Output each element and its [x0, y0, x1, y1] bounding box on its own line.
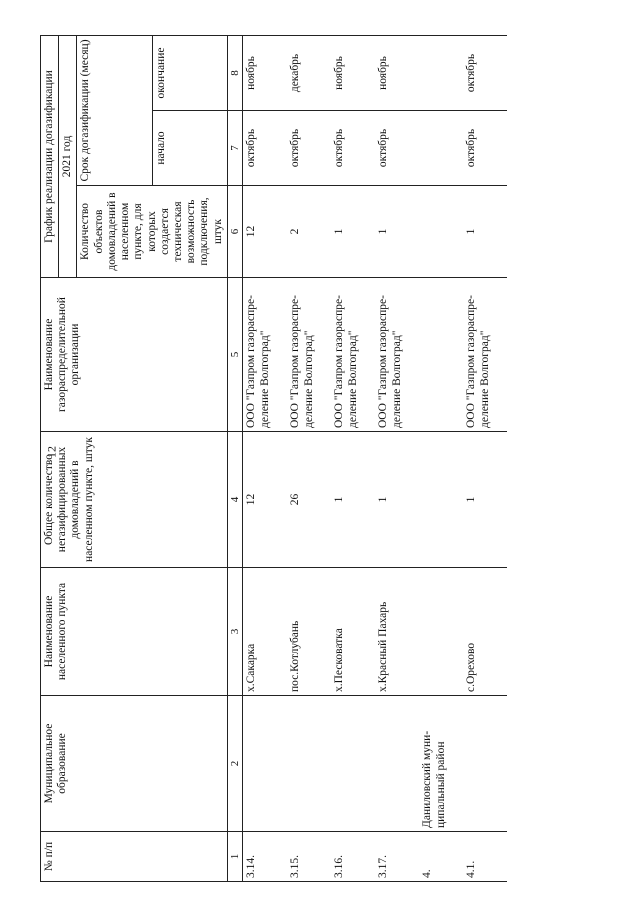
row-num: 3.16. [331, 832, 375, 882]
row-end: ноябрь [331, 35, 375, 110]
row-end [419, 35, 463, 110]
row-org: ООО "Газпром газораспре-деление Волгоград" [243, 278, 288, 432]
row-org: ООО "Газпром газораспре-деление Волгоград" [331, 278, 375, 432]
row-count: 12 [243, 186, 288, 278]
table-row [331, 35, 375, 881]
column-number: 7 [227, 111, 243, 186]
row-end: ноябрь [375, 35, 419, 110]
row-end: октябрь [463, 35, 507, 110]
column-number: 5 [227, 278, 243, 432]
row-settlement: х.Красный Пахарь [375, 568, 419, 696]
row-org: ООО "Газпром газораспре-деление Волгоград" [463, 278, 507, 432]
header-gas-organization: Наименование газораспределительной организации [41, 278, 228, 432]
column-number: 1 [227, 832, 243, 882]
table-row [463, 35, 507, 881]
column-number: 2 [227, 696, 243, 832]
row-total: 12 [243, 432, 288, 568]
row-count: 2 [287, 186, 331, 278]
row-total: 1 [463, 432, 507, 568]
table-row [287, 35, 331, 881]
row-start: октябрь [331, 111, 375, 186]
row-start: октябрь [463, 111, 507, 186]
row-start: октябрь [243, 111, 288, 186]
row-municipality [287, 696, 331, 832]
row-municipality: Даниловский муни-ципальный район [419, 696, 463, 832]
row-municipality [331, 696, 375, 832]
row-settlement: х.Песковатка [331, 568, 375, 696]
header-term-group: Срок догазификации (месяц) [77, 35, 152, 185]
header-start: начало [152, 111, 227, 186]
row-num: 4. [419, 832, 463, 882]
column-number: 6 [227, 186, 243, 278]
row-end: ноябрь [243, 35, 288, 110]
header-year: 2021 год [59, 35, 77, 277]
column-number: 3 [227, 568, 243, 696]
row-org [419, 278, 463, 432]
table-row [375, 35, 419, 881]
row-settlement: пос.Котлубань [287, 568, 331, 696]
row-org: ООО "Газпром газораспре-деление Волгоград" [375, 278, 419, 432]
table-row [419, 35, 463, 881]
row-municipality [243, 696, 288, 832]
column-numbers-row [227, 35, 243, 881]
header-num: № п/п [41, 832, 228, 882]
row-num: 3.17. [375, 832, 419, 882]
column-number: 8 [227, 35, 243, 110]
row-settlement: с.Орехово [463, 568, 507, 696]
row-count [419, 186, 463, 278]
row-count: 1 [463, 186, 507, 278]
row-num: 3.15. [287, 832, 331, 882]
row-num: 4.1. [463, 832, 507, 882]
row-count: 1 [331, 186, 375, 278]
row-municipality [375, 696, 419, 832]
row-start: октябрь [287, 111, 331, 186]
column-number: 4 [227, 432, 243, 568]
row-settlement: х.Сакарка [243, 568, 288, 696]
row-total: 1 [375, 432, 419, 568]
row-start: октябрь [375, 111, 419, 186]
row-num: 3.14. [243, 832, 288, 882]
header-end: окончание [152, 35, 227, 110]
rotated-table-container [40, 36, 560, 882]
row-start [419, 111, 463, 186]
row-municipality [463, 696, 507, 832]
row-end: декабрь [287, 35, 331, 110]
row-org: ООО "Газпром газораспре-деление Волгоград" [287, 278, 331, 432]
row-settlement [419, 568, 463, 696]
header-households-count: Количество объектов домовладений в населенном пункте, для которых создается техническая возможность подключения, штук [77, 186, 227, 278]
row-total: 26 [287, 432, 331, 568]
row-count: 1 [375, 186, 419, 278]
row-total [419, 432, 463, 568]
table-row [243, 35, 288, 881]
page-number: 12 [44, 446, 59, 458]
header-schedule-group: График реализации догазификации [41, 35, 59, 277]
row-total: 1 [331, 432, 375, 568]
header-total-households: Общее количество негазифицированных домовладений в населенном пункте, штук [41, 432, 228, 568]
header-municipality: Муниципальное образование [41, 696, 228, 832]
header-settlement: Наименование населенного пункта [41, 568, 228, 696]
gasification-schedule-table [40, 35, 507, 882]
